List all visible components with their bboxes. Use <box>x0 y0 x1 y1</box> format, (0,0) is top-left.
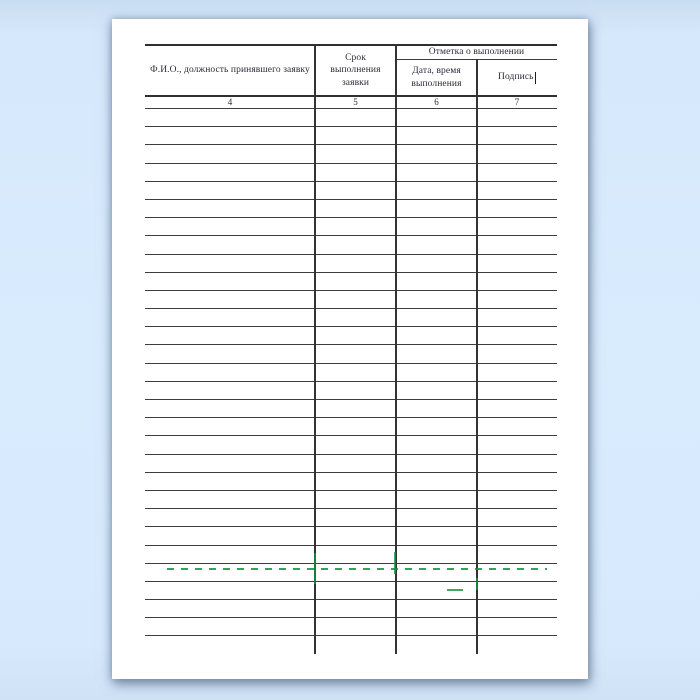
empty-cell[interactable] <box>396 273 477 290</box>
empty-cell[interactable] <box>396 255 477 272</box>
empty-cell[interactable] <box>477 600 557 617</box>
table-row <box>145 200 557 218</box>
table-row <box>145 273 557 291</box>
empty-cell[interactable] <box>396 491 477 508</box>
empty-cell[interactable] <box>396 145 477 162</box>
empty-cell[interactable] <box>145 164 315 181</box>
empty-cell[interactable] <box>315 200 396 217</box>
empty-cell[interactable] <box>477 436 557 453</box>
empty-cell[interactable] <box>315 109 396 126</box>
empty-cell[interactable] <box>145 218 315 235</box>
empty-cell[interactable] <box>396 382 477 399</box>
column-number: 4 <box>227 97 233 107</box>
table-row <box>145 345 557 363</box>
table-row <box>145 127 557 145</box>
empty-cell[interactable] <box>315 382 396 399</box>
table-row <box>145 527 557 545</box>
table-row <box>145 473 557 491</box>
green-ink-tick <box>394 552 396 574</box>
table-row <box>145 491 557 509</box>
green-strike-line <box>167 568 547 570</box>
table-row <box>145 400 557 418</box>
empty-cell[interactable] <box>477 418 557 435</box>
empty-cell[interactable] <box>315 546 396 563</box>
empty-cell[interactable] <box>396 509 477 526</box>
empty-cell[interactable] <box>477 527 557 544</box>
empty-cell[interactable] <box>477 164 557 181</box>
table-row <box>145 546 557 564</box>
empty-cell[interactable] <box>315 127 396 144</box>
table-row <box>145 109 557 127</box>
empty-cell[interactable] <box>315 236 396 253</box>
table-row <box>145 236 557 254</box>
empty-cell[interactable] <box>396 400 477 417</box>
table-row <box>145 382 557 400</box>
empty-cell[interactable] <box>477 327 557 344</box>
empty-cell[interactable] <box>315 618 396 635</box>
column-number: 5 <box>353 97 358 107</box>
empty-cell[interactable] <box>315 600 396 617</box>
text-cursor-caret <box>535 72 536 84</box>
empty-cell[interactable] <box>315 164 396 181</box>
empty-cell[interactable] <box>315 564 396 581</box>
empty-cell[interactable] <box>477 145 557 162</box>
empty-cell[interactable] <box>145 582 315 599</box>
empty-cell[interactable] <box>315 345 396 362</box>
empty-cell[interactable] <box>315 509 396 526</box>
table-row <box>145 164 557 182</box>
table-row <box>145 436 557 454</box>
empty-cell[interactable] <box>396 236 477 253</box>
empty-cell[interactable] <box>145 546 315 563</box>
empty-cell[interactable] <box>396 127 477 144</box>
empty-cell[interactable] <box>315 255 396 272</box>
header-signature-label: Подпись <box>498 72 534 83</box>
empty-cell[interactable] <box>145 236 315 253</box>
empty-cell[interactable] <box>145 255 315 272</box>
empty-cell[interactable] <box>315 400 396 417</box>
empty-cell[interactable] <box>315 491 396 508</box>
header-deadline-column: Срок выполнения заявки <box>330 52 381 88</box>
table-body <box>145 109 557 636</box>
empty-cell[interactable] <box>145 436 315 453</box>
empty-cell[interactable] <box>145 127 315 144</box>
empty-cell[interactable] <box>315 582 396 599</box>
empty-cell[interactable] <box>315 436 396 453</box>
empty-cell[interactable] <box>477 618 557 635</box>
empty-cell[interactable] <box>396 309 477 326</box>
empty-cell[interactable] <box>396 345 477 362</box>
empty-cell[interactable] <box>145 400 315 417</box>
empty-cell[interactable] <box>145 109 315 126</box>
empty-cell[interactable] <box>315 218 396 235</box>
empty-cell[interactable] <box>396 164 477 181</box>
header-signature-column <box>477 60 557 95</box>
document-page[interactable] <box>112 19 588 679</box>
table-row <box>145 418 557 436</box>
empty-cell[interactable] <box>145 291 315 308</box>
empty-cell[interactable] <box>396 364 477 381</box>
empty-cell[interactable] <box>477 218 557 235</box>
empty-cell[interactable] <box>477 255 557 272</box>
empty-cell[interactable] <box>315 364 396 381</box>
empty-cell[interactable] <box>145 364 315 381</box>
table-row <box>145 218 557 236</box>
empty-cell[interactable] <box>145 200 315 217</box>
empty-cell[interactable] <box>145 182 315 199</box>
empty-cell[interactable] <box>145 345 315 362</box>
empty-cell[interactable] <box>396 200 477 217</box>
empty-cell[interactable] <box>396 527 477 544</box>
empty-cell[interactable] <box>315 291 396 308</box>
green-ink-tick <box>476 578 478 590</box>
column-divider <box>476 59 478 654</box>
table-row <box>145 327 557 345</box>
empty-cell[interactable] <box>396 182 477 199</box>
request-log-table <box>145 44 557 654</box>
empty-cell[interactable] <box>396 564 477 581</box>
empty-cell[interactable] <box>477 455 557 472</box>
empty-cell[interactable] <box>396 327 477 344</box>
empty-cell[interactable] <box>315 182 396 199</box>
empty-cell[interactable] <box>315 418 396 435</box>
column-number: 7 <box>514 97 520 107</box>
column-number-row <box>145 97 557 109</box>
empty-cell[interactable] <box>396 218 477 235</box>
empty-cell[interactable] <box>396 418 477 435</box>
empty-cell[interactable] <box>477 345 557 362</box>
header-fio-column: Ф.И.О., должность принявшего заявку <box>150 65 310 76</box>
empty-cell[interactable] <box>477 309 557 326</box>
empty-cell[interactable] <box>396 546 477 563</box>
table-row <box>145 309 557 327</box>
empty-cell[interactable] <box>477 109 557 126</box>
empty-cell[interactable] <box>477 582 557 599</box>
empty-cell[interactable] <box>396 291 477 308</box>
empty-cell[interactable] <box>396 436 477 453</box>
empty-cell[interactable] <box>477 182 557 199</box>
table-header <box>145 44 557 97</box>
empty-cell[interactable] <box>145 527 315 544</box>
empty-cell[interactable] <box>145 145 315 162</box>
empty-cell[interactable] <box>477 200 557 217</box>
empty-cell[interactable] <box>145 509 315 526</box>
empty-cell[interactable] <box>477 127 557 144</box>
empty-cell[interactable] <box>145 564 315 581</box>
empty-cell[interactable] <box>477 400 557 417</box>
table-row <box>145 364 557 382</box>
header-date-time-column: Дата, время выполнения <box>411 66 462 89</box>
table-row <box>145 291 557 309</box>
empty-cell[interactable] <box>145 491 315 508</box>
empty-cell[interactable] <box>477 509 557 526</box>
empty-cell[interactable] <box>145 618 315 635</box>
empty-cell[interactable] <box>477 291 557 308</box>
empty-cell[interactable] <box>145 455 315 472</box>
table-row <box>145 509 557 527</box>
empty-cell[interactable] <box>477 382 557 399</box>
green-ink-tick <box>314 553 316 584</box>
table-row <box>145 600 557 618</box>
empty-cell[interactable] <box>145 309 315 326</box>
table-row <box>145 145 557 163</box>
empty-cell[interactable] <box>396 582 477 599</box>
table-row <box>145 618 557 636</box>
empty-cell[interactable] <box>477 364 557 381</box>
empty-cell[interactable] <box>477 491 557 508</box>
empty-cell[interactable] <box>145 327 315 344</box>
empty-cell[interactable] <box>145 418 315 435</box>
empty-cell[interactable] <box>315 455 396 472</box>
empty-cell[interactable] <box>477 564 557 581</box>
empty-cell[interactable] <box>315 309 396 326</box>
empty-cell[interactable] <box>315 327 396 344</box>
header-completion-group: Отметка о выполнении <box>396 46 557 60</box>
empty-cell[interactable] <box>315 145 396 162</box>
column-number: 6 <box>434 97 439 107</box>
empty-cell[interactable] <box>315 527 396 544</box>
empty-cell[interactable] <box>396 618 477 635</box>
green-ink-dash <box>447 589 463 591</box>
empty-cell[interactable] <box>477 473 557 490</box>
empty-cell[interactable] <box>145 382 315 399</box>
empty-cell[interactable] <box>145 600 315 617</box>
table-row <box>145 255 557 273</box>
empty-cell[interactable] <box>396 455 477 472</box>
empty-cell[interactable] <box>145 273 315 290</box>
table-row <box>145 182 557 200</box>
empty-cell[interactable] <box>145 473 315 490</box>
empty-cell[interactable] <box>477 546 557 563</box>
empty-cell[interactable] <box>477 236 557 253</box>
table-row <box>145 455 557 473</box>
empty-cell[interactable] <box>477 273 557 290</box>
empty-cell[interactable] <box>396 109 477 126</box>
empty-cell[interactable] <box>315 273 396 290</box>
table-row <box>145 564 557 582</box>
empty-cell[interactable] <box>396 473 477 490</box>
empty-cell[interactable] <box>396 600 477 617</box>
table-row <box>145 582 557 600</box>
empty-cell[interactable] <box>315 473 396 490</box>
